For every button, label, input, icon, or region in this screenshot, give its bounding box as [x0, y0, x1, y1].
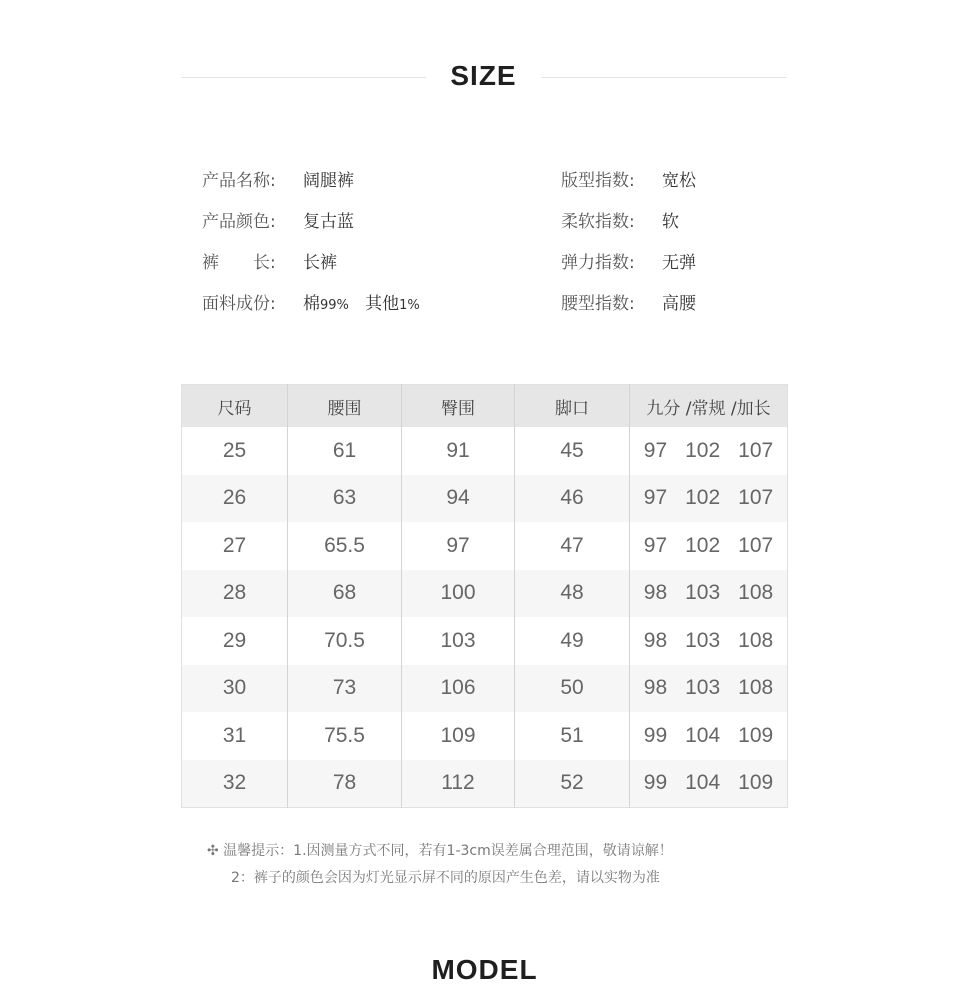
cell-hem: 47: [515, 522, 630, 570]
cell-hem: 50: [515, 665, 630, 713]
length-regular: 104: [685, 723, 721, 747]
length-regular: 102: [685, 533, 721, 557]
cell-hip: 106: [402, 665, 515, 713]
spec-value: 宽松: [662, 171, 696, 191]
header-hem: 脚口: [515, 385, 630, 428]
cell-size: 29: [182, 617, 288, 665]
cell-size: 31: [182, 712, 288, 760]
length-regular: 103: [685, 628, 721, 652]
length-cropped: 98: [643, 628, 668, 652]
length-long: 107: [738, 533, 774, 557]
cell-hem: 45: [515, 427, 630, 475]
spec-product-name: [202, 170, 354, 192]
divider: [541, 77, 787, 78]
spec-value-percent: 1%: [399, 298, 420, 313]
size-title: SIZE: [450, 60, 517, 91]
length-cropped: 97: [643, 438, 668, 462]
divider: [181, 77, 426, 78]
cell-hem: 51: [515, 712, 630, 760]
header-length: 九分 /常规 /加长: [630, 385, 788, 428]
spec-value: 无弹: [662, 253, 696, 273]
spec-label: 产品颜色:: [202, 212, 276, 232]
cell-hem: 48: [515, 570, 630, 618]
cell-size: 30: [182, 665, 288, 713]
spec-waist-index: [561, 293, 696, 315]
table-row: [182, 760, 788, 808]
cell-hem: 49: [515, 617, 630, 665]
cell-length: [630, 522, 788, 570]
cell-waist: 61: [288, 427, 402, 475]
spec-value-percent: 99%: [320, 298, 349, 313]
spec-value: 复古蓝: [303, 212, 354, 232]
cell-hip: 109: [402, 712, 515, 760]
table-row: [182, 475, 788, 523]
length-cropped: 97: [643, 486, 668, 510]
table-row: [182, 427, 788, 475]
model-title: MODEL: [431, 954, 538, 985]
cell-size: 28: [182, 570, 288, 618]
size-section-header: [181, 58, 787, 98]
length-regular: 104: [685, 771, 721, 795]
table-row: [182, 712, 788, 760]
cell-hem: 46: [515, 475, 630, 523]
length-cropped: 98: [643, 581, 668, 605]
cell-size: 26: [182, 475, 288, 523]
cell-length: [630, 760, 788, 808]
spec-label: 柔软指数:: [561, 212, 635, 232]
header-waist: 腰围: [288, 385, 402, 428]
length-long: 107: [738, 438, 774, 462]
cell-hip: 100: [402, 570, 515, 618]
spec-label: 产品名称:: [202, 171, 276, 191]
length-long: 108: [738, 628, 774, 652]
cell-length: [630, 570, 788, 618]
cell-length: [630, 427, 788, 475]
spec-label-part: 裤: [202, 253, 219, 273]
table-row: [182, 665, 788, 713]
cell-waist: 73: [288, 665, 402, 713]
spec-fit-index: [561, 170, 696, 192]
length-cropped: 99: [643, 723, 668, 747]
spec-fabric: [202, 293, 420, 317]
cell-hip: 94: [402, 475, 515, 523]
cell-hip: 97: [402, 522, 515, 570]
length-long: 109: [738, 771, 774, 795]
length-long: 108: [738, 581, 774, 605]
spec-label: 腰型指数:: [561, 294, 635, 314]
header-hip: 臀围: [402, 385, 515, 428]
length-cropped: 99: [643, 771, 668, 795]
spec-label: 版型指数:: [561, 171, 635, 191]
spec-value-material: 其他: [365, 294, 400, 314]
length-long: 107: [738, 486, 774, 510]
spec-elasticity-index: [561, 252, 696, 274]
cell-hem: 52: [515, 760, 630, 808]
cell-waist: 65.5: [288, 522, 402, 570]
cell-size: 27: [182, 522, 288, 570]
length-cropped: 98: [643, 676, 668, 700]
spec-value-material: 棉: [303, 294, 320, 314]
tip-line-1: ✣ 温馨提示：1.因测量方式不同，若有1-3cm误差属合理范围，敬请谅解！: [207, 843, 673, 859]
cell-hip: 103: [402, 617, 515, 665]
cell-length: [630, 665, 788, 713]
length-regular: 102: [685, 438, 721, 462]
length-regular: 103: [685, 676, 721, 700]
length-regular: 103: [685, 581, 721, 605]
spec-value: 阔腿裤: [303, 171, 354, 191]
cell-length: [630, 712, 788, 760]
cell-waist: 68: [288, 570, 402, 618]
cell-size: 32: [182, 760, 288, 808]
spec-label: 面料成份:: [202, 294, 276, 314]
spec-label: 弹力指数:: [561, 253, 635, 273]
length-long: 108: [738, 676, 774, 700]
header-size: 尺码: [182, 385, 288, 428]
cell-waist: 70.5: [288, 617, 402, 665]
spec-label-part: 长:: [253, 253, 276, 273]
spec-softness-index: [561, 211, 679, 233]
cell-hip: 112: [402, 760, 515, 808]
cell-hip: 91: [402, 427, 515, 475]
cell-length: [630, 475, 788, 523]
size-table: [181, 384, 788, 808]
table-row: [182, 617, 788, 665]
cell-waist: 75.5: [288, 712, 402, 760]
spec-value: 长裤: [303, 253, 337, 273]
length-regular: 102: [685, 486, 721, 510]
spec-product-color: [202, 211, 354, 233]
spec-value: 高腰: [662, 294, 696, 314]
table-row: [182, 570, 788, 618]
spec-pants-length: [202, 252, 337, 274]
cell-waist: 63: [288, 475, 402, 523]
table-row: [182, 522, 788, 570]
cell-length: [630, 617, 788, 665]
cell-size: 25: [182, 427, 288, 475]
spec-value: 软: [662, 212, 679, 232]
tip-line-2: 2：裤子的颜色会因为灯光显示屏不同的原因产生色差，请以实物为准: [231, 870, 660, 886]
length-cropped: 97: [643, 533, 668, 557]
length-long: 109: [738, 723, 774, 747]
cell-waist: 78: [288, 760, 402, 808]
table-header-row: [182, 385, 788, 428]
